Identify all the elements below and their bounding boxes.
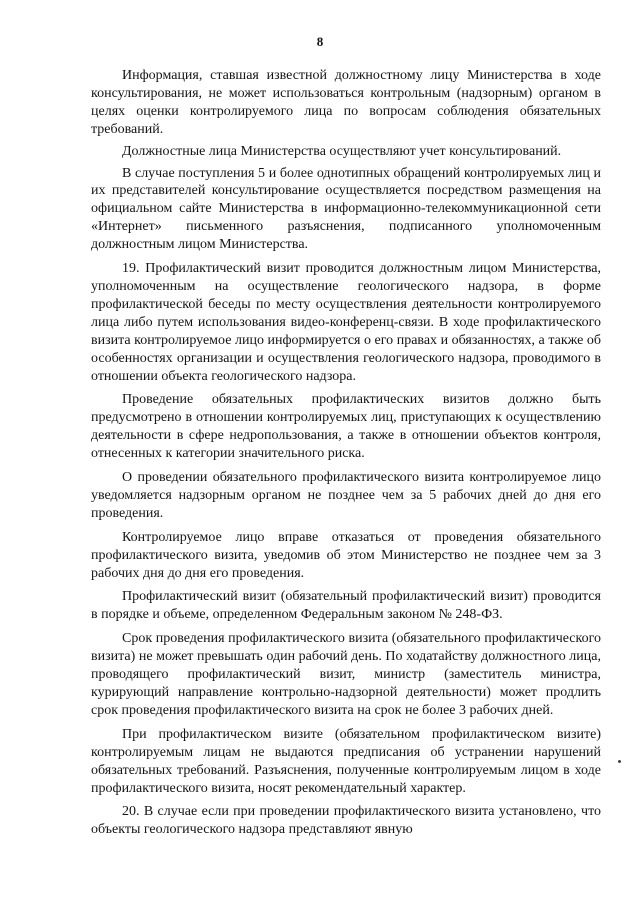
paragraph-visit-refusal: Контролируемое лицо вправе отказаться от проведения обязательного профилактического визита, уведомив об этом Министерство не позднее чем за 3 рабочих дня до дня его проведения.	[91, 529, 601, 581]
body-text	[91, 67, 601, 845]
paragraph-consultation-accounting: Должностные лица Министерства осуществляют учет консультирований.	[122, 143, 562, 159]
page-number: 8	[316, 34, 324, 49]
paragraph-mandatory-visits: Проведение обязательных профилактических визитов должно быть предусмотрено в отношении контролируемых лиц, приступающих к осуществлению деятельности в сфере недропользования, а также в отношении объектов контроля, отнесенных к категории значительного риска.	[91, 392, 601, 462]
paragraph-no-orders: При профилактическом визите (обязательном профилактическом визите) контролируемым лицам не выдаются предписания об устранении нарушений обязательных требований. Разъяснения, полученные контролируемым лицом в ходе профилактического визита, носят рекомендательный характер.	[91, 726, 601, 796]
paragraph-visit-procedure: Профилактический визит (обязательный профилактический визит) проводится в порядке и объеме, определенном Федеральным законом № 248-ФЗ.	[91, 589, 601, 623]
scan-speck	[618, 760, 621, 763]
paragraph-similar-requests: В случае поступления 5 и более однотипных обращений контролируемых лиц и их представителей консультирование осуществляется посредством размещения на официальном сайте Министерства в информационно-телекоммуникационной сети «Интернет» письменного разъяснения, подписанного уполномоченным должностным лицом Министерства.	[91, 165, 601, 253]
paragraph-visit-duration: Срок проведения профилактического визита (обязательного профилактического визита) не может превышать один рабочий день. По ходатайству должностного лица, проводящего профилактический визит, министр (заместитель министра, курирующий направление контрольно-надзорной деятельности) может продлить срок проведения профилактического визита на срок не более 3 рабочих дней.	[91, 631, 601, 718]
paragraph-visit-notification: О проведении обязательного профилактического визита контролируемое лицо уведомляется надзорным органом не позднее чем за 5 рабочих дней до дня его проведения.	[91, 470, 601, 521]
paragraph-consultation-information: Информация, ставшая известной должностному лицу Министерства в ходе консультирования, не может использоваться контрольным (надзорным) органом в целях оценки контролируемого лица по вопросам соблюдения обязательных требований.	[91, 68, 601, 137]
paragraph-19-preventive-visit: 19. Профилактический визит проводится должностным лицом Министерства, уполномоченным на осуществление геологического надзора, в форме профилактической беседы по месту осуществления деятельности контролируемого лица либо путем использования видео-конференц-связи. В ходе профилактического визита контролируемое лицо информируется о его правах и обязанностях, а также об особенностях организации и осуществления геологического надзора, проводимого в отношении объекта геологического надзора.	[91, 261, 601, 384]
paragraph-20-threat: 20. В случае если при проведении профилактического визита установлено, что объекты геологического надзора представляют явную	[91, 804, 601, 838]
